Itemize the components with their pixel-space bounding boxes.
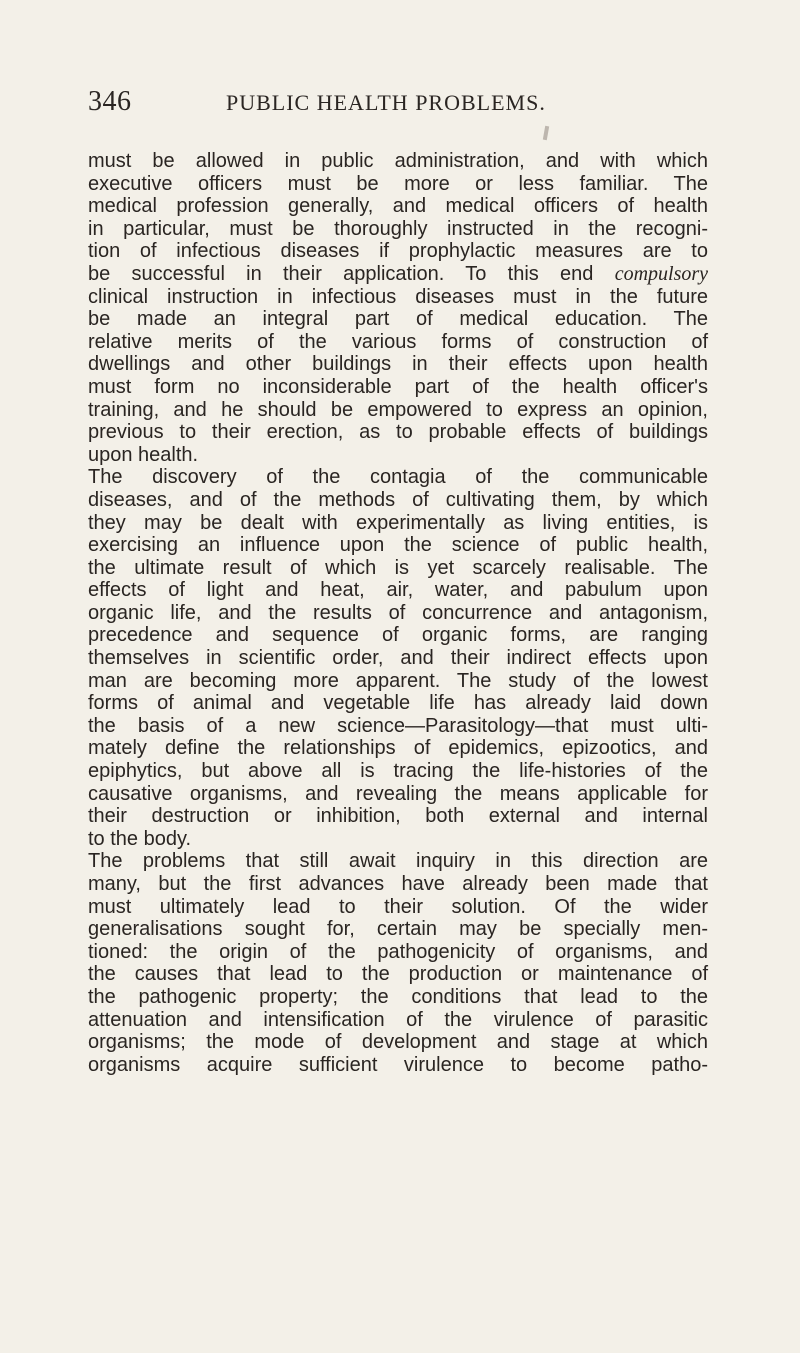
text-line: previous to their erection, as to probable effects of buildings [88, 421, 708, 444]
text-line: many, but the first advances have already been made that [88, 873, 708, 895]
text-line: to the body. [88, 827, 192, 850]
text-line: exercising an influence upon the science of public health, [88, 534, 708, 557]
text-line: executive officers must be more or less familiar. The [88, 172, 708, 195]
text-line: relative merits of the various forms of construction of [88, 330, 708, 353]
text-line: themselves in scientific order, and their indirect effects upon [88, 647, 708, 670]
text-line: medical profession generally, and medical officers of health [88, 195, 708, 218]
text-line: the pathogenic property; the conditions that lead to the [88, 985, 708, 1008]
ink-mark [543, 126, 549, 140]
text-line: upon health. [88, 443, 199, 466]
text-line: generalisations sought for, certain may be specially men- [88, 918, 708, 941]
text-line-segment: be successful in their application. To this end [88, 262, 594, 285]
text-line: tion of infectious diseases if prophylactic measures are to [88, 240, 708, 263]
text-line: dwellings and other buildings in their effects upon health [88, 353, 708, 376]
emphasized-word: compulsory [614, 262, 709, 285]
text-line: The discovery of the contagia of the communicable [88, 466, 708, 489]
text-line: organisms acquire sufficient virulence to become patho- [88, 1053, 708, 1076]
text-line: their destruction or inhibition, both external and internal [88, 805, 708, 828]
text-line: training, and he should be empowered to express an opinion, [88, 398, 708, 421]
page-header [88, 86, 708, 126]
running-head: PUBLIC HEALTH PROBLEMS. [226, 90, 546, 115]
text-line: attenuation and intensification of the virulence of parasitic [88, 1008, 708, 1031]
page-number: 346 [88, 86, 132, 117]
text-line: organic life, and the results of concurrence and antagonism, [88, 601, 708, 624]
text-line: must be allowed in public administration, and with which [88, 150, 708, 172]
text-line: the causes that lead to the production or maintenance of [88, 963, 708, 986]
text-line: be made an integral part of medical education. The [88, 308, 708, 331]
text-line: they may be dealt with experimentally as living entities, is [88, 511, 708, 534]
text-line: causative organisms, and revealing the means applicable for [88, 782, 708, 805]
text-line: clinical instruction in infectious diseases must in the future [88, 285, 708, 308]
text-line: the basis of a new science—Parasitology—that must ulti- [88, 714, 708, 737]
text-line: man are becoming more apparent. The study of the lowest [88, 669, 708, 692]
text-line: diseases, and of the methods of cultivating them, by which [88, 488, 708, 511]
text-line [88, 263, 708, 286]
text-line: mately define the relationships of epidemics, epizootics, and [88, 737, 708, 760]
text-line: The problems that still await inquiry in this direction are [88, 850, 708, 873]
text-line: the ultimate result of which is yet scarcely realisable. The [88, 556, 708, 579]
text-line: organisms; the mode of development and stage at which [88, 1031, 708, 1054]
text-line: forms of animal and vegetable life has already laid down [88, 692, 708, 715]
text-line: must form no inconsiderable part of the health officer's [88, 375, 708, 398]
text-line: in particular, must be thoroughly instructed in the recogni- [88, 217, 708, 240]
text-line: must ultimately lead to their solution. Of the wider [88, 895, 708, 918]
body-text [88, 150, 708, 1076]
text-line: effects of light and heat, air, water, and pabulum upon [88, 579, 708, 602]
text-line: epiphytics, but above all is tracing the life-histories of the [88, 760, 708, 783]
text-line: precedence and sequence of organic forms, are ranging [88, 624, 708, 647]
text-line: tioned: the origin of the pathogenicity of organisms, and [88, 940, 708, 963]
